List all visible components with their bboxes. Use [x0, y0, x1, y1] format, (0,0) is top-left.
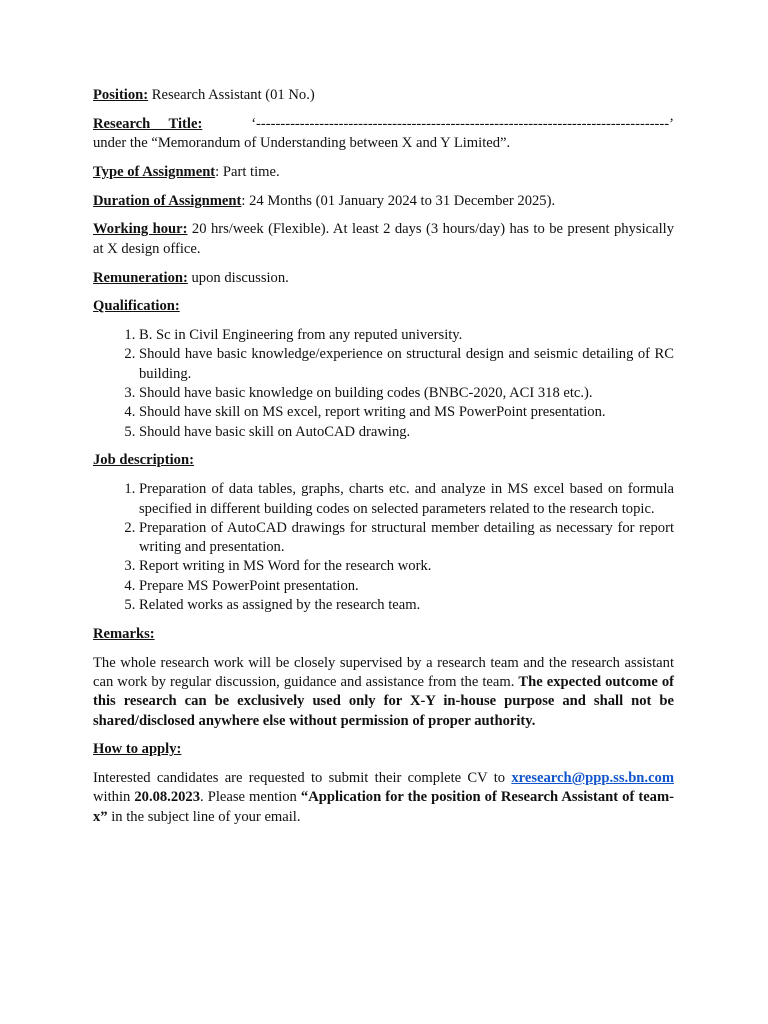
- job-description-item: 2. Preparation of AutoCAD drawings for structural member detailing as necessary for report writing and presentation.: [139, 519, 674, 558]
- working-hour-label: Working hour:: [93, 221, 188, 238]
- position-label: Position:: [93, 87, 149, 103]
- working-hour-value: 20 hrs/week (Flexible). At least 2 days (3 hours/day) has to be present physically at X design office.: [93, 221, 674, 257]
- qualification-list: [93, 326, 674, 442]
- how-to-apply-outro: in the subject line of your email.: [107, 808, 301, 825]
- remarks-text: The whole research work will be closely supervised by a research team and the research assistant can work by regular discussion, guidance and assistance from the team.: [93, 654, 674, 690]
- remarks-heading: [93, 625, 674, 644]
- job-description-item: 1. Preparation of data tables, graphs, charts etc. and analyze in MS excel based on formula specified in different building codes on selected parameters related to the research topic.: [139, 480, 674, 519]
- qualification-item: 4. Should have skill on MS excel, report writing and MS PowerPoint presentation.: [139, 403, 674, 422]
- assignment-type-value: : Part time.: [215, 163, 280, 180]
- research-title-block: [93, 115, 674, 154]
- job-description-item: 3. Report writing in MS Word for the research work.: [139, 557, 674, 576]
- research-title-continuation: under the “Memorandum of Understanding between X and Y Limited”.: [93, 135, 511, 152]
- remuneration-label: Remuneration:: [93, 269, 188, 286]
- qualification-item: 2. Should have basic knowledge/experience on structural design and seismic detailing of RC building.: [139, 345, 674, 384]
- how-to-apply-heading-text: How to apply:: [93, 741, 182, 758]
- remarks-bold-text: The expected outcome of this research can be exclusively used only for X-Y in-house purpose and shall not be shared/disclosed anywhere else without permission of proper authority.: [93, 673, 674, 729]
- research-title-placeholder: ‘-------------------------------------------------------------------------------------’: [251, 115, 674, 132]
- remarks-paragraph: [93, 654, 674, 731]
- research-title-line: [93, 115, 674, 134]
- duration-label: Duration of Assignment: [93, 192, 242, 209]
- remuneration-value: upon discussion.: [187, 269, 289, 286]
- research-title-label: [93, 115, 202, 134]
- job-description-heading: [93, 451, 674, 470]
- qualification-item: 3. Should have basic knowledge on building codes (BNBC-2020, ACI 318 etc.).: [139, 384, 674, 403]
- duration-line: [93, 192, 674, 211]
- qualification-heading-text: Qualification:: [93, 298, 180, 315]
- assignment-type-line: [93, 163, 674, 182]
- job-description-list: [93, 480, 674, 615]
- research-title-label-word1: Research: [93, 115, 151, 132]
- how-to-apply-paragraph: [93, 769, 674, 827]
- assignment-type-label: Type of Assignment: [93, 163, 216, 180]
- qualification-item: 1. B. Sc in Civil Engineering from any reputed university.: [139, 326, 674, 345]
- job-description-item: 4. Prepare MS PowerPoint presentation.: [139, 577, 674, 596]
- job-posting-document: [93, 86, 674, 837]
- job-description-item: 5. Related works as assigned by the research team.: [139, 596, 674, 615]
- email-link[interactable]: xresearch@ppp.ss.bn.com: [511, 770, 674, 787]
- remuneration-line: [93, 269, 674, 288]
- remarks-heading-text: Remarks:: [93, 625, 155, 642]
- duration-value: : 24 Months (01 January 2024 to 31 December 2025).: [241, 192, 556, 209]
- deadline-date: 20.08.2023: [134, 789, 201, 806]
- how-to-apply-heading: [93, 740, 674, 759]
- how-to-apply-intro: Interested candidates are requested to submit their complete CV to: [93, 770, 512, 787]
- how-to-apply-mention: . Please mention: [200, 789, 301, 806]
- working-hour-line: [93, 220, 674, 259]
- qualification-item: 5. Should have basic skill on AutoCAD drawing.: [139, 423, 674, 442]
- research-title-label-gap: [150, 116, 168, 132]
- how-to-apply-within: within: [93, 789, 135, 806]
- job-description-heading-text: Job description:: [93, 452, 194, 469]
- email-subject-line: “Application for the position of Research Assistant of team-x”: [93, 789, 674, 825]
- position-line: [93, 86, 674, 105]
- position-value: Research Assistant (01 No.): [148, 87, 315, 103]
- qualification-heading: [93, 297, 674, 316]
- research-title-label-word2: Title:: [168, 115, 203, 132]
